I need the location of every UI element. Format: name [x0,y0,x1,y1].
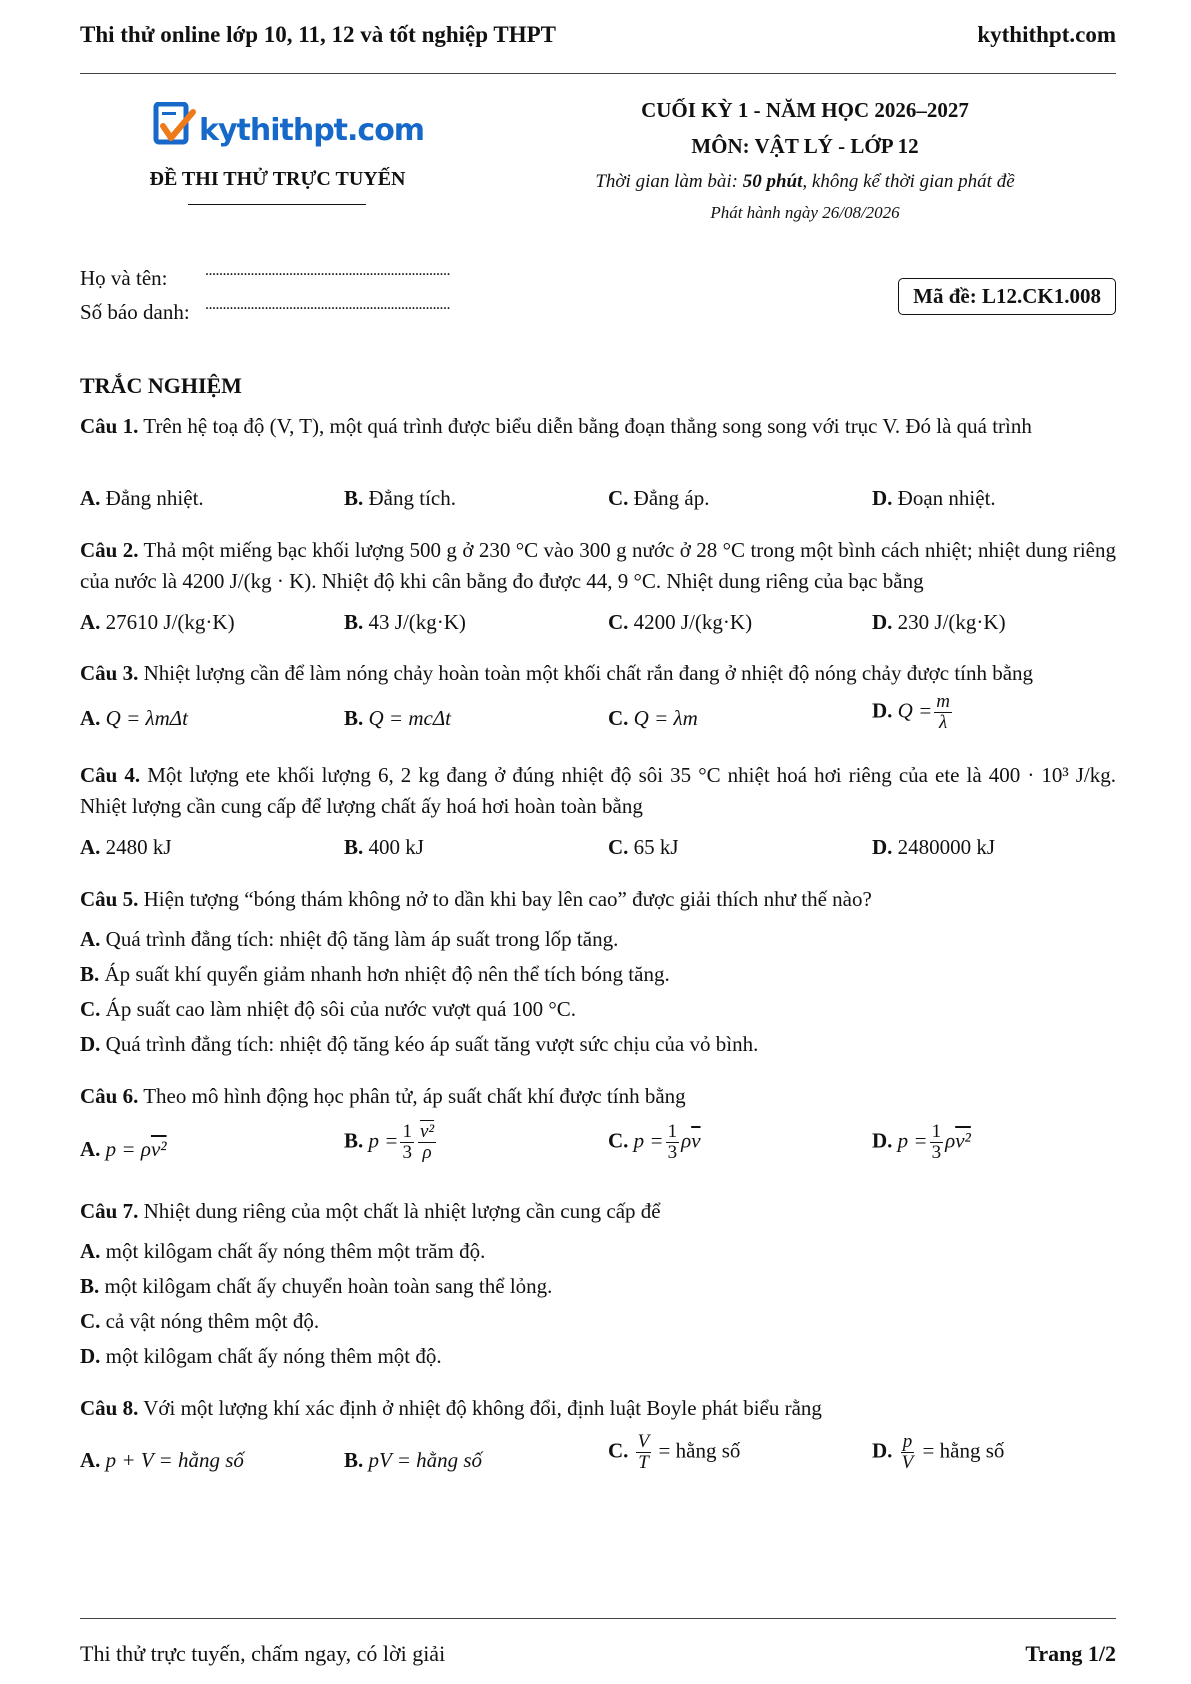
question-4: Câu 4. Một lượng ete khối lượng 6, 2 kg đang ở đúng nhiệt độ sôi 35 °C nhiệt hoá hơi riêng của ete là 400 · 10³ J/kg. Nhiệt lượng cần cung cấp để lượng chất ấy hoá hơi hoàn toàn bằng [80,763,1116,818]
q6-option-d[interactable]: D. p = $\frac{1}{3}$ ρv² [872,1121,971,1163]
section-heading: TRẮC NGHIỆM [80,373,242,398]
footer-tagline: Thi thử trực tuyến, chấm ngay, có lời giải [80,1641,446,1666]
q1-option-b[interactable]: B. Đẳng tích. [344,486,456,510]
q2-option-b[interactable]: B. 43 J/(kg·K) [344,610,466,634]
question-5: Câu 5. Hiện tượng “bóng thám không nở to dần khi bay lên cao” được giải thích như thế nào? [80,887,872,911]
q2-option-a[interactable]: A. 27610 J/(kg·K) [80,610,235,634]
q4-option-b[interactable]: B. 400 kJ [344,835,424,859]
q3-option-b[interactable]: B. Q = mcΔt [344,706,451,730]
q1-option-d[interactable]: D. Đoạn nhiệt. [872,486,996,510]
question-3: Câu 3. Nhiệt lượng cần để làm nóng chảy hoàn toàn một khối chất rắn đang ở nhiệt độ nóng chảy được tính bằng [80,661,1034,685]
exam-paper-check-icon [153,102,199,158]
q8-option-a[interactable]: A. p + V = hằng số [80,1448,244,1472]
q7-option-d[interactable]: D. một kilôgam chất ấy nóng thêm một độ. [80,1344,442,1368]
question-6: Câu 6. Theo mô hình động học phân tử, áp suất chất khí được tính bằng [80,1084,686,1108]
site-header-title: Thi thử online lớp 10, 11, 12 và tốt nghiệp THPT [80,22,556,47]
q7-option-c[interactable]: C. cả vật nóng thêm một độ. [80,1309,320,1333]
q8-option-d[interactable]: D. $\frac{p}{V}$ = hằng số [872,1431,1005,1473]
question-1: Câu 1. Trên hệ toạ độ (V, T), một quá trình được biểu diễn bằng đoạn thẳng song song với trục V. Đó là quá trình [80,414,1032,438]
q1-option-a[interactable]: A. Đẳng nhiệt. [80,486,204,510]
q5-option-c[interactable]: C. Áp suất cao làm nhiệt độ sôi của nước vượt quá 100 °C. [80,997,577,1021]
exam-subtitle: ĐỀ THI THỬ TRỰC TUYẾN [149,168,406,190]
question-7: Câu 7. Nhiệt dung riêng của một chất là nhiệt lượng cần cung cấp để [80,1199,661,1223]
exam-code-box: Mã đề: L12.CK1.008 [898,278,1116,315]
q8-option-c[interactable]: C. $\frac{V}{T}$ = hằng số [608,1431,741,1473]
name-field[interactable]: ...................................................................... [205,262,450,279]
q3-option-c[interactable]: C. Q = λm [608,706,698,730]
student-id-field[interactable]: ...................................................................... [205,296,450,313]
q6-option-a[interactable]: A. p = ρv² [80,1137,167,1161]
q6-option-c[interactable]: C. p = $\frac{1}{3}$ $\rho\overline{v}$ [608,1121,701,1163]
q1-option-c[interactable]: C. Đẳng áp. [608,486,710,510]
page-number: Trang 1/2 [1025,1641,1116,1666]
exam-title: CUỐI KỲ 1 - NĂM HỌC 2026–2027 [641,98,969,122]
name-label: Họ và tên: [80,266,168,290]
q3-option-a[interactable]: A. Q = λmΔt [80,706,188,730]
q5-option-a[interactable]: A. Quá trình đẳng tích: nhiệt độ tăng làm áp suất trong lốp tăng. [80,927,619,951]
q8-option-b[interactable]: B. pV = hằng số [344,1448,483,1472]
q2-option-c[interactable]: C. 4200 J/(kg·K) [608,610,753,634]
q5-option-b[interactable]: B. Áp suất khí quyển giảm nhanh hơn nhiệt độ nên thể tích bóng tăng. [80,962,670,986]
logo-text-b: thpt.com [279,112,425,148]
q4-option-a[interactable]: A. 2480 kJ [80,835,172,859]
q4-option-c[interactable]: C. 65 kJ [608,835,679,859]
site-logo [153,102,424,158]
q3-option-d[interactable]: D. Q = $\frac{m}{\lambda}$ [872,691,950,733]
exam-subject: MÔN: VẬT LÝ - LỚP 12 [691,134,919,158]
site-header-domain[interactable]: kythithpt.com [977,22,1116,47]
q7-option-b[interactable]: B. một kilôgam chất ấy chuyển hoàn toàn sang thể lỏng. [80,1274,553,1298]
exam-issued-date: Phát hành ngày 26/08/2026 [710,203,900,222]
logo-text-a: kythi [199,112,280,148]
q4-option-d[interactable]: D. 2480000 kJ [872,835,996,859]
question-2: Câu 2. Thả một miếng bạc khối lượng 500 g ở 230 °C vào 300 g nước ở 28 °C trong một bình cách nhiệt; nhiệt dung riêng của nước là 4200 J/(kg · K). Nhiệt độ khi cân bằng đo được 44, 9 °C. Nhiệt dung riêng của bạc bằng [80,538,1116,593]
q6-option-b[interactable]: B. p = $\frac{1}{3}$ $\frac{\text{v²}}{\rho}$ [344,1121,435,1163]
question-8: Câu 8. Với một lượng khí xác định ở nhiệt độ không đổi, định luật Boyle phát biểu rằng [80,1396,822,1420]
q2-option-d[interactable]: D. 230 J/(kg·K) [872,610,1006,634]
exam-time: Thời gian làm bài: 50 phút, không kể thời gian phát đề [595,171,1015,192]
q5-option-d[interactable]: D. Quá trình đẳng tích: nhiệt độ tăng kéo áp suất tăng vượt sức chịu của vỏ bình. [80,1032,759,1056]
header-divider [80,73,1116,74]
footer-divider [80,1618,1116,1619]
subtitle-underline [188,204,366,205]
student-id-label: Số báo danh: [80,300,190,324]
q7-option-a[interactable]: A. một kilôgam chất ấy nóng thêm một trăm độ. [80,1239,486,1263]
